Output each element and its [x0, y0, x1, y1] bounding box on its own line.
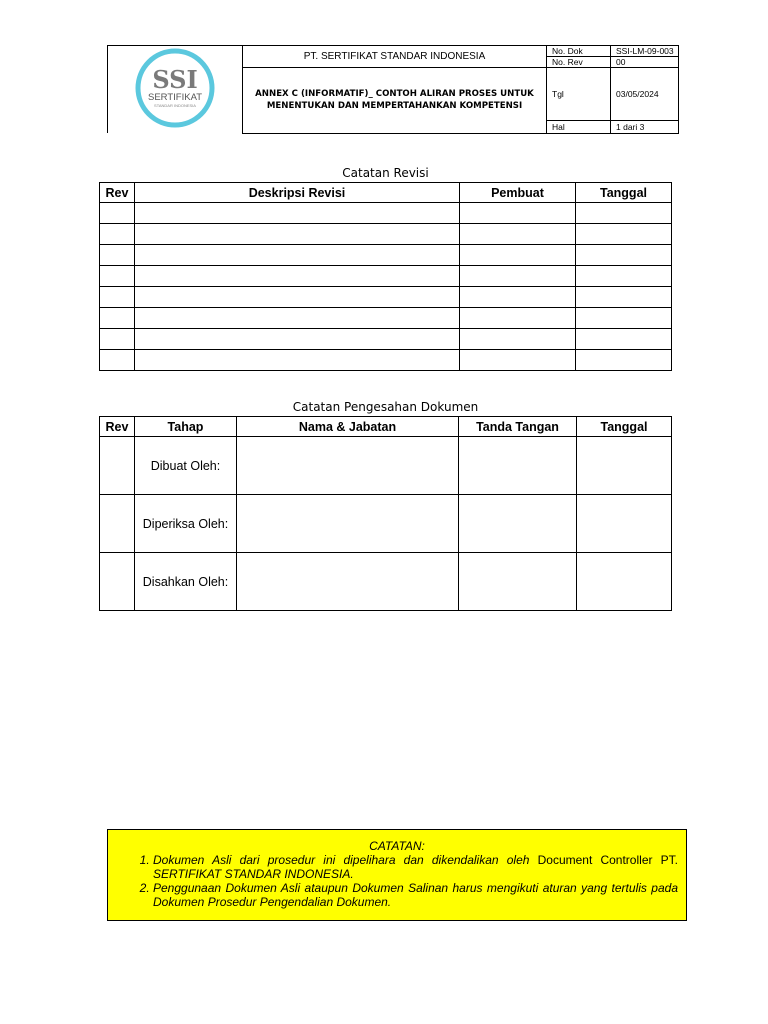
logo-mark: SSI: [152, 65, 198, 94]
rev-cell: [100, 287, 135, 308]
author-cell: [460, 308, 576, 329]
rev-cell: [100, 437, 135, 495]
rev-cell: [100, 495, 135, 553]
col-header-description: Deskripsi Revisi: [135, 183, 460, 203]
rev-cell: [100, 266, 135, 287]
stage-approved-by: Disahkan Oleh:: [135, 553, 237, 611]
rev-cell: [100, 308, 135, 329]
meta-value-date: 03/05/2024: [611, 68, 679, 121]
description-cell: [135, 266, 460, 287]
col-header-date: Tanggal: [576, 183, 672, 203]
date-cell: [577, 437, 672, 495]
col-header-rev: Rev: [100, 417, 135, 437]
date-cell: [576, 329, 672, 350]
author-cell: [460, 350, 576, 371]
revision-row: [100, 350, 672, 371]
note-item-1-end: SERTIFIKAT STANDAR INDONESIA.: [153, 867, 354, 881]
date-cell: [576, 266, 672, 287]
rev-cell: [100, 245, 135, 266]
revision-row: [100, 224, 672, 245]
company-name: PT. SERTIFIKAT STANDAR INDONESIA: [243, 46, 547, 68]
note-item: [153, 853, 678, 881]
revision-row: [100, 308, 672, 329]
revision-row: [100, 203, 672, 224]
note-item-1-italic: Dokumen Asli dari prosedur ini dipelihara dan dikendalikan oleh: [153, 853, 530, 867]
approval-log-table: [99, 416, 672, 611]
logo-sub: STANDAR INDONESIA: [154, 103, 196, 108]
rev-cell: [100, 224, 135, 245]
stage-created-by: Dibuat Oleh:: [135, 437, 237, 495]
logo-name: SERTIFIKAT: [147, 92, 203, 103]
logo-cell: [108, 46, 243, 134]
rev-cell: [100, 203, 135, 224]
description-cell: [135, 308, 460, 329]
name-position-cell: [237, 495, 459, 553]
name-position-cell: [237, 437, 459, 495]
description-cell: [135, 224, 460, 245]
author-cell: [460, 203, 576, 224]
revision-row: [100, 245, 672, 266]
date-cell: [576, 245, 672, 266]
date-cell: [576, 308, 672, 329]
note-box: [107, 829, 687, 921]
description-cell: [135, 329, 460, 350]
revision-log-body: [100, 203, 672, 371]
approval-row: [100, 553, 672, 611]
col-header-name-position: Nama & Jabatan: [237, 417, 459, 437]
description-cell: [135, 287, 460, 308]
col-header-signature: Tanda Tangan: [459, 417, 577, 437]
author-cell: [460, 266, 576, 287]
signature-cell: [459, 553, 577, 611]
document-header: [107, 45, 679, 134]
stage-checked-by: Diperiksa Oleh:: [135, 495, 237, 553]
revision-log-caption: Catatan Revisi: [342, 166, 429, 180]
meta-label-doc-no: No. Dok: [547, 46, 611, 57]
rev-cell: [100, 553, 135, 611]
meta-label-page: Hal: [547, 121, 611, 134]
note-list: [108, 853, 686, 909]
col-header-date: Tanggal: [577, 417, 672, 437]
col-header-author: Pembuat: [460, 183, 576, 203]
revision-row: [100, 287, 672, 308]
author-cell: [460, 287, 576, 308]
col-header-rev: Rev: [100, 183, 135, 203]
signature-cell: [459, 495, 577, 553]
author-cell: [460, 329, 576, 350]
approval-row: [100, 437, 672, 495]
note-title: CATATAN:: [369, 839, 425, 853]
meta-label-rev-no: No. Rev: [547, 57, 611, 68]
rev-cell: [100, 350, 135, 371]
approval-log-caption: Catatan Pengesahan Dokumen: [292, 400, 479, 414]
approval-row: [100, 495, 672, 553]
col-header-stage: Tahap: [135, 417, 237, 437]
name-position-cell: [237, 553, 459, 611]
date-cell: [576, 350, 672, 371]
signature-cell: [459, 437, 577, 495]
author-cell: [460, 245, 576, 266]
rev-cell: [100, 329, 135, 350]
note-item: 2. Penggunaan Dokumen Asli ataupun Dokumen Salinan harus mengikuti aturan yang tertulis pada Dokumen Prosedur Pengendalian Dokumen.: [153, 881, 678, 909]
meta-value-doc-no: SSI-LM-09-003: [611, 46, 679, 57]
date-cell: [577, 553, 672, 611]
date-cell: [576, 224, 672, 245]
description-cell: [135, 245, 460, 266]
date-cell: [576, 203, 672, 224]
date-cell: [577, 495, 672, 553]
meta-value-rev-no: 00: [611, 57, 679, 68]
revision-row: [100, 266, 672, 287]
author-cell: [460, 224, 576, 245]
document-title: ANNEX C (INFORMATIF)_ CONTOH ALIRAN PROSES UNTUK MENENTUKAN DAN MEMPERTAHANKAN KOMPETENSI: [243, 68, 547, 134]
meta-value-page: 1 dari 3: [611, 121, 679, 134]
note-item-1-upright: Document Controller PT.: [529, 853, 678, 867]
description-cell: [135, 350, 460, 371]
revision-log-table: [99, 182, 672, 371]
ssi-logo: [133, 46, 217, 130]
date-cell: [576, 287, 672, 308]
description-cell: [135, 203, 460, 224]
revision-row: [100, 329, 672, 350]
meta-label-date: Tgl: [547, 68, 611, 121]
